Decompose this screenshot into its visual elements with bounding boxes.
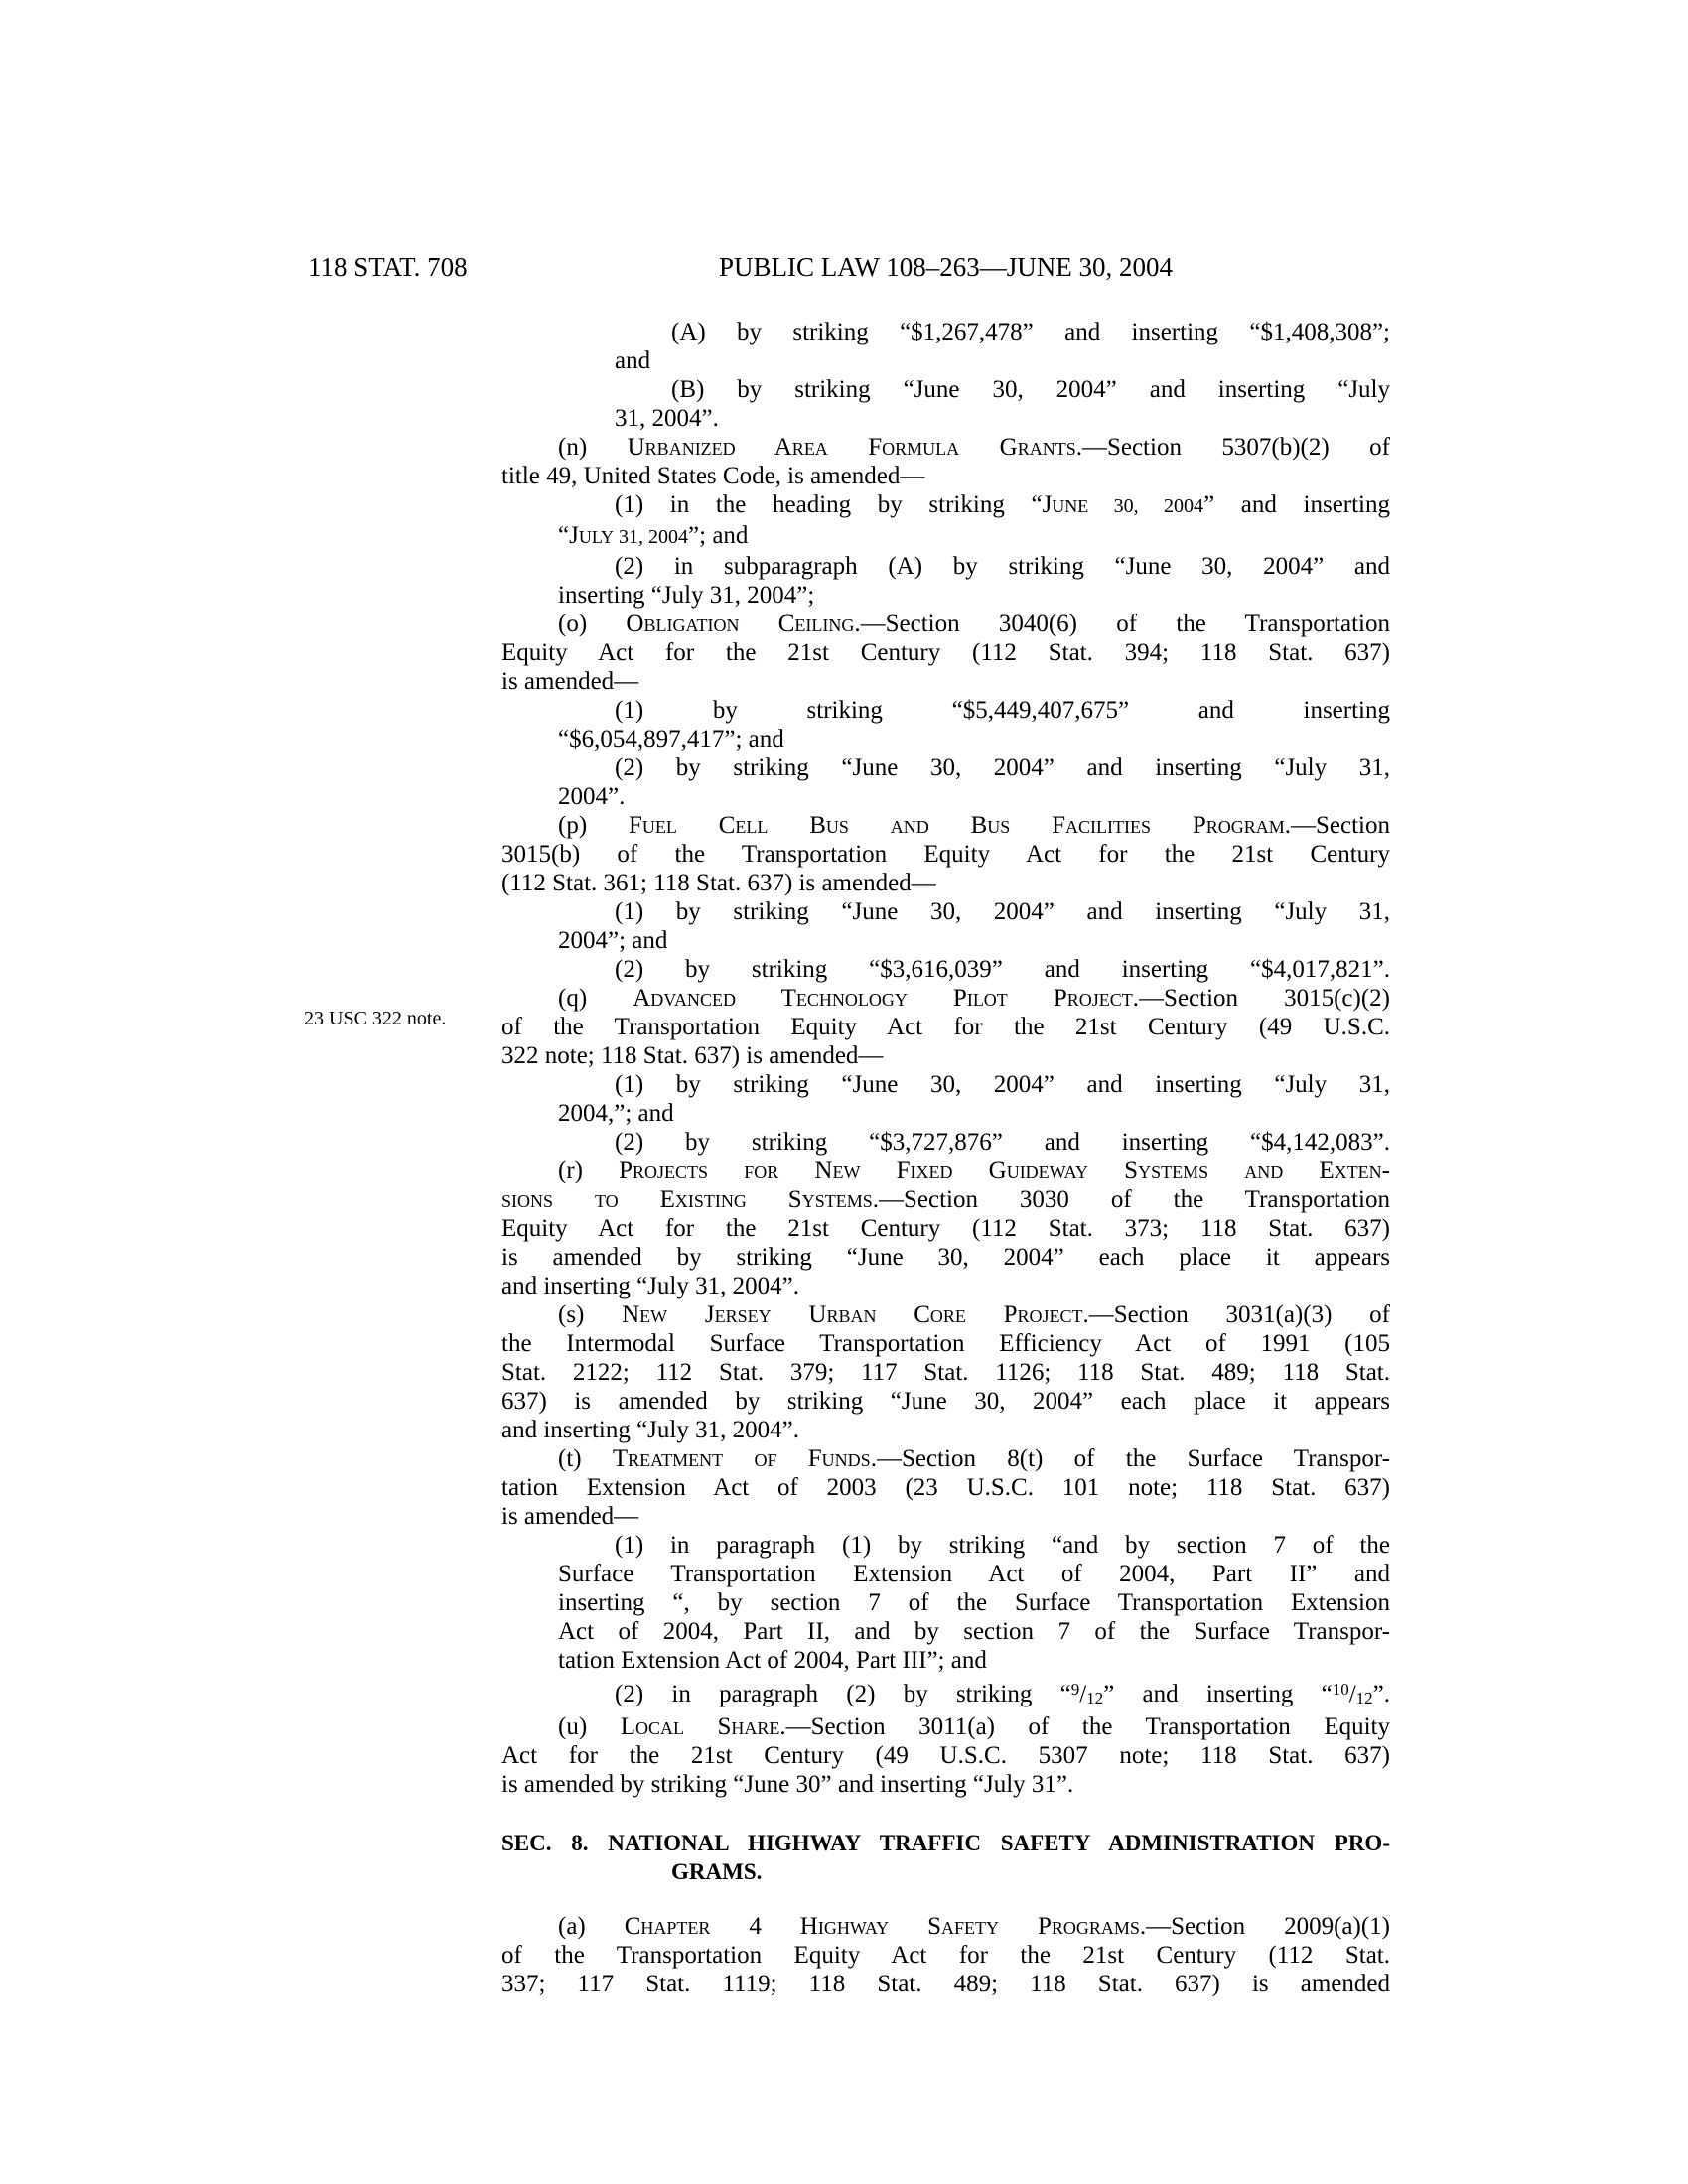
text-line: 337; 117 Stat. 1119; 118 Stat. 489; 118 Stat. 637) is amended	[501, 1970, 1390, 1997]
text-line: inserting “, by section 7 of the Surface Transportation Extension	[558, 1589, 1390, 1616]
text-line: (1) in paragraph (1) by striking “and by section 7 of the	[615, 1532, 1390, 1559]
stat-page-number: 118 STAT. 708	[308, 252, 468, 282]
text-line: Stat. 2122; 112 Stat. 379; 117 Stat. 1126; 118 Stat. 489; 118 Stat.	[501, 1359, 1390, 1386]
text-line: (r) Projects for New Fixed Guideway Systems and Exten-	[558, 1158, 1390, 1184]
text-line: (B) by striking “June 30, 2004” and inserting “July	[671, 376, 1390, 403]
text-line: (2) in subparagraph (A) by striking “June 30, 2004” and	[615, 553, 1390, 580]
text-line: Act of 2004, Part II, and by section 7 of the Surface Transpor-	[558, 1618, 1390, 1645]
text-line: “July 31, 2004”; and	[558, 522, 749, 549]
text-line: (2) in paragraph (2) by striking “$^9$/12” and inserting “$^{10}$/12”.	[615, 1680, 1390, 1708]
text-line: (1) by striking “June 30, 2004” and inserting “July 31,	[615, 1071, 1390, 1098]
text-line: (p) Fuel Cell Bus and Bus Facilities Program.—Section	[558, 812, 1390, 839]
text-line: Equity Act for the 21st Century (112 Stat. 394; 118 Stat. 637)	[501, 639, 1390, 666]
text-line: of the Transportation Equity Act for the 21st Century (49 U.S.C.	[501, 1014, 1390, 1040]
section-heading-line: SEC. 8. NATIONAL HIGHWAY TRAFFIC SAFETY ADMINISTRATION PRO-	[501, 1830, 1390, 1855]
text-line: (A) by striking “$1,267,478” and inserting “$1,408,308”;	[671, 319, 1390, 345]
text-line: is amended—	[501, 1503, 639, 1530]
text-line: title 49, United States Code, is amended—	[501, 463, 925, 489]
text-line: Equity Act for the 21st Century (112 Stat. 373; 118 Stat. 637)	[501, 1215, 1390, 1242]
text-line: and inserting “July 31, 2004”.	[501, 1273, 799, 1299]
text-line: (q) Advanced Technology Pilot Project.—Section 3015(c)(2)	[558, 985, 1391, 1012]
text-line: tation Extension Act of 2004, Part III”; and	[558, 1647, 987, 1674]
text-line: (o) Obligation Ceiling.—Section 3040(6) of the Transportation	[558, 611, 1390, 637]
text-line: 322 note; 118 Stat. 637) is amended—	[501, 1042, 884, 1069]
text-line: (2) by striking “$3,727,876” and inserting “$4,142,083”.	[615, 1129, 1390, 1156]
text-line: tation Extension Act of 2003 (23 U.S.C. 101 note; 118 Stat. 637)	[501, 1474, 1390, 1501]
text-line: the Intermodal Surface Transportation Efficiency Act of 1991 (105	[501, 1330, 1390, 1357]
text-line: (u) Local Share.—Section 3011(a) of the Transportation Equity	[558, 1712, 1390, 1740]
text-line: 31, 2004”.	[615, 405, 719, 432]
section-heading-line: GRAMS.	[671, 1858, 763, 1884]
text-line: is amended by striking “June 30” and inserting “July 31”.	[501, 1770, 1074, 1798]
text-line: of the Transportation Equity Act for the 21st Century (112 Stat.	[501, 1941, 1390, 1969]
text-line: sions to Existing Systems.—Section 3030 of the Transportation	[501, 1186, 1390, 1213]
text-line: Act for the 21st Century (49 U.S.C. 5307 note; 118 Stat. 637)	[501, 1741, 1390, 1769]
text-line: (1) by striking “$5,449,407,675” and inserting	[615, 697, 1390, 724]
text-line: (s) New Jersey Urban Core Project.—Section 3031(a)(3) of	[558, 1301, 1390, 1328]
text-line: is amended by striking “June 30, 2004” each place it appears	[501, 1244, 1390, 1271]
text-line: (1) by striking “June 30, 2004” and inserting “July 31,	[615, 898, 1390, 925]
text-line: and inserting “July 31, 2004”.	[501, 1417, 799, 1443]
text-line: “$6,054,897,417”; and	[558, 726, 784, 752]
text-line: 637) is amended by striking “June 30, 2004” each place it appears	[501, 1388, 1390, 1415]
text-line: 3015(b) of the Transportation Equity Act for the 21st Century	[501, 841, 1390, 868]
text-line: Surface Transportation Extension Act of 2004, Part II” and	[558, 1561, 1390, 1587]
text-line: (2) by striking “$3,616,039” and inserting “$4,017,821”.	[615, 956, 1390, 983]
text-line: (112 Stat. 361; 118 Stat. 637) is amended—	[501, 870, 936, 896]
text-line: 2004,”; and	[558, 1100, 674, 1127]
text-line: (1) in the heading by striking “June 30, 2004” and inserting	[615, 491, 1391, 518]
text-line: 2004”.	[558, 783, 626, 810]
law-header-title: PUBLIC LAW 108–263—JUNE 30, 2004	[718, 252, 1174, 282]
text-line: 2004”; and	[558, 927, 668, 954]
body-column	[501, 318, 1390, 1998]
text-line: (a) Chapter 4 Highway Safety Programs.—Section 2009(a)(1)	[558, 1912, 1390, 1940]
text-line: and	[615, 347, 651, 374]
text-line: (n) Urbanized Area Formula Grants.—Section 5307(b)(2) of	[558, 434, 1390, 461]
text-line: inserting “July 31, 2004”;	[558, 582, 815, 609]
text-line: (t) Treatment of Funds.—Section 8(t) of the Surface Transpor-	[558, 1445, 1390, 1472]
text-line: is amended—	[501, 668, 639, 695]
margin-note-usc-citation: 23 USC 322 note.	[304, 1008, 447, 1029]
text-line: (2) by striking “June 30, 2004” and inserting “July 31,	[615, 754, 1390, 781]
